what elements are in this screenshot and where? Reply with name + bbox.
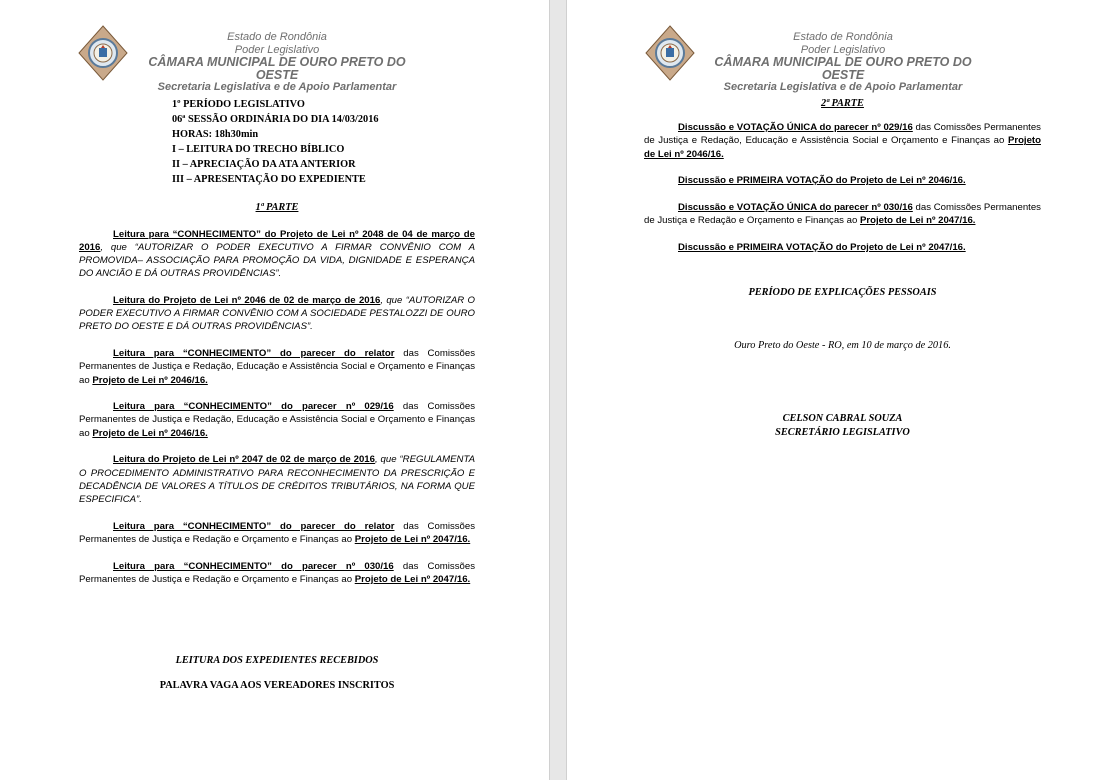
paragraph-9-reference: Discussão e PRIMEIRA VOTAÇÃO do Projeto de Lei nº 2046/16.	[678, 175, 966, 187]
paragraph-6-bill: Projeto de Lei nº 2047/16.	[354, 533, 471, 545]
letterhead-chamber: CÂMARA MUNICIPAL DE OURO PRETO DO OESTE	[714, 55, 972, 82]
paragraph-11	[644, 241, 1041, 254]
legislative-period: 1º PERÍODO LEGISLATIVO	[172, 99, 305, 110]
letterhead-power: Poder Legislativo	[800, 43, 886, 56]
palavra-vaga-heading: PALAVRA VAGA AOS VEREADORES INSCRITOS	[159, 680, 395, 692]
paragraph-8-bill: Projeto de Lei nº 2046/16.	[644, 135, 1041, 160]
paragraph-5-text: , que “REGULAMENTA O PROCEDIMENTO ADMINISTRATIVO PARA RECONHECIMENTO DA PRESCRIÇÃO E DECADÊNCIA DE VALORES A TÍTULOS DE CRÉDITOS TRIBUTÁRIOS, NA FORMA QUE ESPECIFICA”.	[79, 454, 475, 505]
paragraph-11-reference: Discussão e PRIMEIRA VOTAÇÃO do Projeto de Lei nº 2047/16.	[678, 241, 966, 253]
session-title: 06ª SESSÃO ORDINÁRIA DO DIA 14/03/2016	[172, 114, 379, 126]
document-page-1	[0, 0, 550, 780]
paragraph-9	[644, 174, 1041, 187]
paragraph-7-bill: Projeto de Lei nº 2047/16.	[354, 573, 471, 585]
paragraph-4-text: das Comissões Permanentes de Justiça e Redação, Educação e Assistência Social e Orçamento e Finanças ao	[79, 401, 475, 439]
paragraph-3	[79, 347, 475, 387]
session-info	[172, 97, 379, 188]
paragraph-6-text: das Comissões Permanentes de Justiça e Redação e Orçamento e Finanças ao	[79, 520, 476, 545]
letterhead-chamber: CÂMARA MUNICIPAL DE OURO PRETO DO OESTE	[148, 55, 406, 82]
paragraph-1	[79, 228, 475, 281]
paragraph-5-reference: Leitura do Projeto de Lei nº 2047 de 02 de março de 2016	[113, 454, 375, 466]
part-1-content	[79, 201, 475, 599]
agenda-item-2: II – APRECIAÇÃO DA ATA ANTERIOR	[172, 159, 356, 171]
paragraph-3-bill: Projeto de Lei nº 2046/16.	[92, 374, 208, 386]
paragraph-7-reference: Leitura para “CONHECIMENTO” do parecer nº 030/16	[113, 560, 394, 572]
paragraph-8-text: das Comissões Permanentes de Justiça e Redação, Educação e Assistência Social e Orçamento e Finanças ao	[644, 122, 1041, 147]
paragraph-7	[79, 560, 475, 586]
expedientes-heading: LEITURA DOS EXPEDIENTES RECEBIDOS	[175, 655, 379, 666]
letterhead	[693, 31, 993, 94]
paragraph-10	[644, 201, 1041, 227]
letterhead-secretariat: Secretaria Legislativa e de Apoio Parlamentar	[157, 81, 397, 94]
paragraph-2-text: , que “AUTORIZAR O PODER EXECUTIVO A FIRMAR CONVÊNIO COM A SOCIEDADE PESTALOZZI DE OURO PRETO DO OESTE E DÁ OUTRAS PROVIDÊNCIAS”.	[79, 295, 475, 333]
part-2-title: 2ª PARTE	[821, 98, 864, 109]
paragraph-8-reference: Discussão e VOTAÇÃO ÚNICA do parecer nº 029/16	[678, 122, 913, 134]
signer-title: SECRETÁRIO LEGISLATIVO	[775, 426, 910, 438]
letterhead-power: Poder Legislativo	[234, 43, 320, 56]
chamber-seal-logo	[78, 25, 128, 81]
paragraph-3-text: das Comissões Permanentes de Justiça e Redação, Educação e Assistência Social e Orçamento e Finanças ao	[79, 348, 476, 386]
paragraph-6-reference: Leitura para “CONHECIMENTO” do parecer do relator	[113, 520, 395, 532]
part-1-closing	[79, 654, 475, 692]
letterhead-secretariat: Secretaria Legislativa e de Apoio Parlamentar	[723, 81, 963, 94]
paragraph-7-text: das Comissões Permanentes de Justiça e Redação e Orçamento e Finanças ao	[79, 560, 475, 585]
paragraph-2-reference: Leitura do Projeto de Lei nº 2046 de 02 de março de 2016	[113, 295, 381, 307]
paragraph-4-bill: Projeto de Lei nº 2046/16.	[92, 427, 208, 439]
letterhead-state: Estado de Rondônia	[793, 31, 893, 43]
paragraph-10-text: das Comissões Permanentes de Justiça e Redação e Orçamento e Finanças ao	[644, 202, 1041, 227]
paragraph-1-text: , que “AUTORIZAR O PODER EXECUTIVO A FIRMAR CONVÊNIO COM A PROMOVIDA– ASSOCIAÇÃO PARA PROMOÇÃO DA VIDA, DIGNIDADE E ESPERANÇA DO ANCIÃO E DÁ OUTRAS PROVIDÊNCIAS”.	[79, 241, 475, 280]
paragraph-1-reference: Leitura para “CONHECIMENTO” do Projeto de Lei nº 2048 de 04 de março de 2016	[79, 228, 475, 253]
part-2-content	[644, 97, 1041, 268]
paragraph-2	[79, 294, 475, 334]
explicacoes-heading: PERÍODO DE EXPLICAÇÕES PESSOAIS	[748, 287, 937, 298]
document-page-2	[566, 0, 1117, 780]
place-and-date: Ouro Preto do Oeste - RO, em 10 de março de 2016.	[734, 340, 951, 352]
chamber-seal-logo	[645, 25, 695, 81]
agenda-item-3: III – APRESENTAÇÃO DO EXPEDIENTE	[172, 174, 366, 186]
paragraph-4-reference: Leitura para “CONHECIMENTO” do parecer nº 029/16	[113, 401, 394, 413]
paragraph-6	[79, 520, 475, 546]
paragraph-5	[79, 453, 475, 506]
paragraph-8	[644, 121, 1041, 161]
letterhead-state: Estado de Rondônia	[227, 31, 327, 43]
signer-name: CELSON CABRAL SOUZA	[782, 413, 903, 425]
paragraph-10-reference: Discussão e VOTAÇÃO ÚNICA do parecer nº 030/16	[678, 202, 913, 214]
paragraph-10-bill: Projeto de Lei nº 2047/16.	[859, 215, 976, 227]
part-1-title: 1ª PARTE	[255, 202, 299, 213]
paragraph-3-reference: Leitura para “CONHECIMENTO” do parecer do relator	[113, 348, 395, 360]
letterhead	[127, 31, 427, 94]
session-hours: HORAS: 18h30min	[172, 129, 259, 141]
paragraph-4	[79, 400, 475, 440]
part-2-closing	[644, 286, 1041, 439]
agenda-item-1: I – LEITURA DO TRECHO BÍBLICO	[172, 144, 345, 156]
